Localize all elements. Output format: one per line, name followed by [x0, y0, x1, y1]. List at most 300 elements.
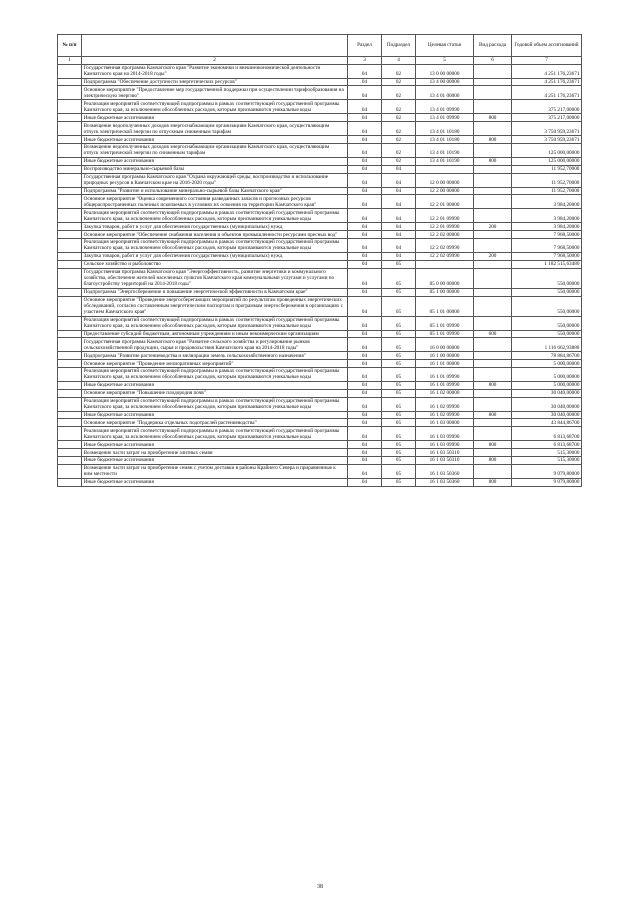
cell-target-article: 05 1 01 00000	[416, 296, 474, 316]
cell-razdel: 04	[348, 239, 382, 253]
cell-no	[58, 381, 82, 389]
cell-name: Основное мероприятие "Повышение плодородия почв"	[82, 389, 348, 397]
cell-no	[58, 239, 82, 253]
cell-annual-amount: 7 968,50000	[512, 231, 582, 239]
cell-annual-amount: 11 952,70000	[512, 165, 582, 173]
cell-expense-type: 800	[474, 157, 512, 165]
table-row	[58, 187, 582, 195]
cell-expense-type	[474, 368, 512, 382]
cell-annual-amount: 550,00000	[512, 330, 582, 338]
cell-name: Иные бюджетные ассигнования	[82, 441, 348, 449]
cell-expense-type	[474, 231, 512, 239]
header-podrazdel: Подраздел	[382, 35, 416, 57]
cell-podrazdel: 02	[382, 157, 416, 165]
cell-target-article: 16 1 03 00000	[416, 419, 474, 427]
cell-name: Возмещение части затрат на приобретение семян с учетом доставки в районы Крайнего Севера и приравненные к ним местности	[82, 464, 348, 478]
cell-podrazdel: 04	[382, 239, 416, 253]
table-row	[58, 100, 582, 114]
cell-podrazdel: 05	[382, 419, 416, 427]
cell-annual-amount: 1 116 662,93880	[512, 338, 582, 352]
column-index: 7	[512, 56, 582, 64]
cell-annual-amount: 1 182 515,63480	[512, 260, 582, 268]
table-row	[58, 441, 582, 449]
cell-no	[58, 143, 82, 157]
cell-razdel: 04	[348, 64, 382, 78]
cell-name: Иные бюджетные ассигнования	[82, 114, 348, 122]
cell-annual-amount: 3 750 959,23671	[512, 136, 582, 144]
cell-podrazdel: 05	[382, 316, 416, 330]
cell-no	[58, 260, 82, 268]
cell-podrazdel: 04	[382, 195, 416, 209]
cell-annual-amount: 5 000,00000	[512, 368, 582, 382]
cell-no	[58, 368, 82, 382]
cell-expense-type: 200	[474, 252, 512, 260]
cell-no	[58, 352, 82, 360]
cell-podrazdel: 02	[382, 143, 416, 157]
budget-table	[57, 34, 582, 487]
cell-target-article: 13 4 01 09990	[416, 100, 474, 114]
cell-podrazdel: 04	[382, 173, 416, 187]
cell-expense-type	[474, 209, 512, 223]
cell-expense-type: 600	[474, 330, 512, 338]
cell-no	[58, 419, 82, 427]
cell-target-article: 16 1 03 50310	[416, 456, 474, 464]
cell-razdel: 04	[348, 478, 382, 486]
cell-expense-type	[474, 288, 512, 296]
table-header	[58, 35, 582, 65]
cell-name: Иные бюджетные ассигнования	[82, 136, 348, 144]
cell-name: Предоставление субсидий бюджетным, автономным учреждениям и иным некоммерческим организациям	[82, 330, 348, 338]
cell-no	[58, 288, 82, 296]
cell-target-article: 05 1 01 09990	[416, 330, 474, 338]
cell-target-article: 16 1 01 00000	[416, 360, 474, 368]
cell-expense-type: 800	[474, 411, 512, 419]
cell-annual-amount: 9 079,80000	[512, 478, 582, 486]
cell-podrazdel: 04	[382, 231, 416, 239]
cell-target-article: 13 4 01 09990	[416, 114, 474, 122]
cell-target-article: 12 2 01 09990	[416, 223, 474, 231]
cell-razdel: 04	[348, 268, 382, 288]
cell-annual-amount: 125 000,00000	[512, 143, 582, 157]
cell-name: Основное мероприятие "Проведение энергосберегающих мероприятий по результатам проведенных энергетических обследований, согласно составленным энергетическим паспортам и программам энергосбережения в организациях с участием Камчатского края"	[82, 296, 348, 316]
cell-target-article: 13 4 01 10180	[416, 122, 474, 136]
cell-name: Реализация мероприятий соответствующей подпрограммы в рамках соответствующей государственной программы Камчатского края, за исключением обособленных расходов, которым присваиваются уникальные коды	[82, 239, 348, 253]
cell-podrazdel: 05	[382, 352, 416, 360]
cell-target-article: 13 4 01 10190	[416, 143, 474, 157]
cell-podrazdel: 05	[382, 296, 416, 316]
cell-podrazdel: 05	[382, 478, 416, 486]
cell-expense-type	[474, 260, 512, 268]
cell-razdel: 04	[348, 209, 382, 223]
cell-name: Сельское хозяйство и рыболовство	[82, 260, 348, 268]
cell-razdel: 04	[348, 360, 382, 368]
cell-razdel: 04	[348, 330, 382, 338]
cell-razdel: 04	[348, 231, 382, 239]
cell-annual-amount: 4 251 176,23671	[512, 64, 582, 78]
cell-name: Иные бюджетные ассигнования	[82, 381, 348, 389]
cell-razdel: 04	[348, 411, 382, 419]
table-row	[58, 288, 582, 296]
cell-name: Воспроизводство минерально-сырьевой базы	[82, 165, 348, 173]
cell-expense-type	[474, 296, 512, 316]
cell-name: Подпрограмма "Обеспечение доступности энергетических ресурсов"	[82, 78, 348, 86]
cell-razdel: 04	[348, 419, 382, 427]
cell-razdel: 04	[348, 136, 382, 144]
cell-name: Основное мероприятие "Проведение мелиоративных мероприятий"	[82, 360, 348, 368]
cell-annual-amount: 550,00000	[512, 268, 582, 288]
cell-podrazdel: 05	[382, 338, 416, 352]
cell-expense-type	[474, 78, 512, 86]
cell-annual-amount: 78 884,86700	[512, 352, 582, 360]
cell-expense-type	[474, 239, 512, 253]
cell-no	[58, 209, 82, 223]
column-index: 3	[348, 56, 382, 64]
table-row	[58, 338, 582, 352]
table-row	[58, 464, 582, 478]
table-row	[58, 165, 582, 173]
cell-expense-type	[474, 268, 512, 288]
cell-expense-type	[474, 100, 512, 114]
cell-name: Иные бюджетные ассигнования	[82, 411, 348, 419]
cell-target-article: 16 1 02 09990	[416, 397, 474, 411]
cell-annual-amount: 515,30000	[512, 449, 582, 457]
cell-razdel: 04	[348, 368, 382, 382]
table-row	[58, 456, 582, 464]
cell-expense-type: 800	[474, 114, 512, 122]
cell-name: Реализация мероприятий соответствующей подпрограммы в рамках соответствующей государственной программы Камчатского края, за исключением обособленных расходов, которым присваиваются уникальные коды	[82, 209, 348, 223]
table-row	[58, 231, 582, 239]
cell-target-article: 13 4 01 10190	[416, 157, 474, 165]
table-body	[58, 64, 582, 486]
cell-podrazdel: 05	[382, 260, 416, 268]
cell-podrazdel: 04	[382, 165, 416, 173]
cell-razdel: 04	[348, 165, 382, 173]
cell-expense-type	[474, 449, 512, 457]
cell-expense-type	[474, 122, 512, 136]
cell-target-article: 16 0 00 00000	[416, 338, 474, 352]
cell-podrazdel: 02	[382, 100, 416, 114]
cell-podrazdel: 02	[382, 136, 416, 144]
table-row	[58, 352, 582, 360]
cell-razdel: 04	[348, 352, 382, 360]
cell-target-article: 12 2 01 00000	[416, 195, 474, 209]
cell-podrazdel: 05	[382, 449, 416, 457]
cell-annual-amount: 550,00000	[512, 296, 582, 316]
table-row	[58, 449, 582, 457]
cell-expense-type: 800	[474, 136, 512, 144]
cell-target-article: 16 1 00 00000	[416, 352, 474, 360]
cell-name: Основное мероприятие "Оценка современного состояния разведанных запасов и прогнозных ресурсов общераспространенных полезных ископаемых в условиях их освоения на территории Камчатского края"	[82, 195, 348, 209]
cell-annual-amount: 30 040,00000	[512, 397, 582, 411]
cell-target-article: 05 1 00 00000	[416, 288, 474, 296]
cell-razdel: 04	[348, 296, 382, 316]
cell-no	[58, 478, 82, 486]
cell-target-article: 05 0 00 00000	[416, 268, 474, 288]
cell-name: Основное мероприятие "Поддержка отдельных подотраслей растениеводства"	[82, 419, 348, 427]
cell-no	[58, 187, 82, 195]
cell-target-article	[416, 260, 474, 268]
table-row	[58, 397, 582, 411]
cell-razdel: 04	[348, 316, 382, 330]
cell-razdel: 04	[348, 338, 382, 352]
cell-no	[58, 114, 82, 122]
cell-no	[58, 456, 82, 464]
cell-razdel: 04	[348, 122, 382, 136]
cell-target-article: 12 2 00 00000	[416, 187, 474, 195]
cell-no	[58, 268, 82, 288]
cell-expense-type	[474, 338, 512, 352]
cell-no	[58, 223, 82, 231]
cell-podrazdel: 05	[382, 381, 416, 389]
header-no: № п/п	[58, 35, 82, 57]
table-row	[58, 64, 582, 78]
cell-no	[58, 252, 82, 260]
cell-annual-amount: 7 968,50000	[512, 239, 582, 253]
table-row	[58, 86, 582, 100]
cell-annual-amount: 11 952,70000	[512, 187, 582, 195]
cell-expense-type	[474, 143, 512, 157]
cell-expense-type	[474, 427, 512, 441]
cell-no	[58, 397, 82, 411]
cell-no	[58, 78, 82, 86]
cell-no	[58, 86, 82, 100]
table-row	[58, 114, 582, 122]
cell-no	[58, 122, 82, 136]
cell-annual-amount: 3 750 959,23671	[512, 122, 582, 136]
cell-target-article: 16 1 01 09990	[416, 368, 474, 382]
cell-expense-type: 800	[474, 381, 512, 389]
cell-annual-amount: 30 040,00000	[512, 411, 582, 419]
table-row	[58, 427, 582, 441]
cell-annual-amount: 515,30000	[512, 456, 582, 464]
cell-no	[58, 449, 82, 457]
cell-annual-amount: 9 079,80000	[512, 464, 582, 478]
cell-podrazdel: 04	[382, 209, 416, 223]
cell-expense-type	[474, 173, 512, 187]
cell-no	[58, 195, 82, 209]
table-row	[58, 78, 582, 86]
header-name	[82, 35, 348, 57]
cell-annual-amount: 3 984,20000	[512, 209, 582, 223]
cell-annual-amount: 375 217,00000	[512, 100, 582, 114]
cell-expense-type: 200	[474, 223, 512, 231]
cell-razdel: 04	[348, 397, 382, 411]
cell-name: Государственная программа Камчатского края "Развитие сельского хозяйства и регулирование рынков сельскохозяйственной продукции, сырья и продовольствия Камчатского края на 2014-2018 годы"	[82, 338, 348, 352]
cell-no	[58, 338, 82, 352]
cell-target-article: 13 4 01 10180	[416, 136, 474, 144]
cell-expense-type	[474, 464, 512, 478]
cell-podrazdel: 02	[382, 78, 416, 86]
cell-expense-type	[474, 195, 512, 209]
cell-podrazdel: 05	[382, 330, 416, 338]
cell-podrazdel: 05	[382, 268, 416, 288]
cell-no	[58, 316, 82, 330]
table-row	[58, 209, 582, 223]
cell-annual-amount: 125 000,00000	[512, 157, 582, 165]
cell-no	[58, 389, 82, 397]
cell-target-article: 16 1 02 00000	[416, 389, 474, 397]
cell-name: Государственная программа Камчатского края "Энергоэффективность, развитие энергетики и коммунального хозяйства, обеспечение жителей населенных пунктов Камчатского края коммунальными услугами и услугами по благоустройству территорий на 2014-2018 годы"	[82, 268, 348, 288]
cell-name: Основное мероприятие "Обеспечение снабжения населения и объектов промышленности ресурсами пресных вод"	[82, 231, 348, 239]
cell-annual-amount: 7 968,50000	[512, 252, 582, 260]
table-row	[58, 136, 582, 144]
cell-name: Возмещение части затрат на приобретение элитных семян	[82, 449, 348, 457]
header-razdel: Раздел	[348, 35, 382, 57]
cell-no	[58, 330, 82, 338]
table-row	[58, 122, 582, 136]
cell-annual-amount: 4 251 176,23671	[512, 78, 582, 86]
header-annual-amount: Годовой объем ассигнований	[512, 35, 582, 57]
cell-razdel: 04	[348, 100, 382, 114]
cell-target-article: 05 1 01 09990	[416, 316, 474, 330]
cell-expense-type	[474, 316, 512, 330]
table-row	[58, 252, 582, 260]
cell-podrazdel: 05	[382, 389, 416, 397]
cell-no	[58, 360, 82, 368]
cell-name: Иные бюджетные ассигнования	[82, 157, 348, 165]
cell-expense-type	[474, 397, 512, 411]
cell-expense-type	[474, 352, 512, 360]
cell-name: Реализация мероприятий соответствующей подпрограммы в рамках соответствующей государственной программы Камчатского края, за исключением обособленных расходов, которым присваиваются уникальные коды	[82, 368, 348, 382]
table-row	[58, 239, 582, 253]
cell-podrazdel: 02	[382, 122, 416, 136]
cell-razdel: 04	[348, 78, 382, 86]
cell-expense-type	[474, 360, 512, 368]
cell-expense-type	[474, 389, 512, 397]
cell-razdel: 04	[348, 381, 382, 389]
page-number: 38	[317, 884, 323, 890]
cell-no	[58, 64, 82, 78]
cell-annual-amount: 6 813,68700	[512, 441, 582, 449]
cell-annual-amount: 6 813,68700	[512, 427, 582, 441]
column-index: 1	[58, 56, 82, 64]
cell-annual-amount: 5 000,00000	[512, 360, 582, 368]
cell-podrazdel: 04	[382, 252, 416, 260]
cell-target-article: 13 0 00 00000	[416, 64, 474, 78]
column-index: 6	[474, 56, 512, 64]
cell-razdel: 04	[348, 114, 382, 122]
cell-expense-type	[474, 86, 512, 100]
cell-razdel: 04	[348, 456, 382, 464]
header-target-article: Целевая статья	[416, 35, 474, 57]
cell-podrazdel: 02	[382, 86, 416, 100]
cell-podrazdel: 04	[382, 187, 416, 195]
cell-podrazdel: 05	[382, 427, 416, 441]
cell-target-article: 16 1 02 09990	[416, 411, 474, 419]
cell-no	[58, 427, 82, 441]
cell-podrazdel: 05	[382, 441, 416, 449]
cell-name: Подпрограмма "Энергосбережение и повышение энергетической эффективности в Камчатском крае"	[82, 288, 348, 296]
cell-razdel: 04	[348, 173, 382, 187]
cell-razdel: 04	[348, 223, 382, 231]
cell-name: Возмещение недополученных доходов энергоснабжающим организациям Камчатского края, осуществляющим отпуск электрической энергии по отпускным сниженным тарифам	[82, 122, 348, 136]
cell-annual-amount: 3 984,20000	[512, 223, 582, 231]
cell-annual-amount: 4 251 176,23671	[512, 86, 582, 100]
cell-target-article: 16 1 01 09990	[416, 381, 474, 389]
cell-name: Государственная программа Камчатского края "Охрана окружающей среды, воспроизводство и использование природных ресурсов в Камчатском крае на 2016-2020 годы"	[82, 173, 348, 187]
table-row	[58, 143, 582, 157]
table-row	[58, 381, 582, 389]
cell-target-article: 12 2 02 00000	[416, 231, 474, 239]
cell-target-article: 12 2 01 09990	[416, 209, 474, 223]
cell-name: Реализация мероприятий соответствующей подпрограммы в рамках соответствующей государственной программы Камчатского края, за исключением обособленных расходов, которым присваиваются уникальные коды	[82, 100, 348, 114]
cell-target-article: 16 1 03 09990	[416, 427, 474, 441]
cell-annual-amount: 30 040,00000	[512, 389, 582, 397]
table-row	[58, 330, 582, 338]
table-row	[58, 268, 582, 288]
column-index: 5	[416, 56, 474, 64]
cell-razdel: 04	[348, 464, 382, 478]
table-row	[58, 368, 582, 382]
cell-no	[58, 173, 82, 187]
cell-razdel: 04	[348, 187, 382, 195]
table-row	[58, 478, 582, 486]
cell-target-article: 16 1 03 50360	[416, 478, 474, 486]
cell-annual-amount: 375 217,00000	[512, 114, 582, 122]
column-index: 4	[382, 56, 416, 64]
cell-razdel: 04	[348, 441, 382, 449]
cell-target-article: 16 1 03 50360	[416, 464, 474, 478]
cell-annual-amount: 550,00000	[512, 316, 582, 330]
cell-annual-amount: 5 000,00000	[512, 381, 582, 389]
cell-razdel: 04	[348, 389, 382, 397]
cell-no	[58, 464, 82, 478]
cell-expense-type	[474, 64, 512, 78]
table-row	[58, 173, 582, 187]
cell-podrazdel: 05	[382, 368, 416, 382]
table-row	[58, 260, 582, 268]
cell-podrazdel: 05	[382, 360, 416, 368]
cell-expense-type	[474, 419, 512, 427]
cell-annual-amount: 3 984,20000	[512, 195, 582, 209]
cell-target-article: 12 0 00 00000	[416, 173, 474, 187]
cell-name: Закупка товаров, работ и услуг для обеспечения государственных (муниципальных) нужд	[82, 223, 348, 231]
cell-target-article: 13 4 00 00000	[416, 78, 474, 86]
cell-no	[58, 441, 82, 449]
cell-razdel: 04	[348, 260, 382, 268]
cell-target-article: 12 2 02 09990	[416, 252, 474, 260]
cell-razdel: 04	[348, 157, 382, 165]
cell-expense-type	[474, 187, 512, 195]
cell-annual-amount: 43 844,86700	[512, 419, 582, 427]
table-row	[58, 223, 582, 231]
table-row	[58, 195, 582, 209]
cell-podrazdel: 05	[382, 397, 416, 411]
cell-podrazdel: 02	[382, 114, 416, 122]
cell-target-article: 16 1 03 09990	[416, 441, 474, 449]
cell-target-article	[416, 165, 474, 173]
cell-name: Основное мероприятие "Предоставление мер государственной поддержки при осуществлении тарифообразования на электрическую энергию"	[82, 86, 348, 100]
cell-no	[58, 411, 82, 419]
cell-name: Подпрограмма "Развитие растениеводства и мелиорации земель сельскохозяйственного назначения"	[82, 352, 348, 360]
cell-razdel: 04	[348, 143, 382, 157]
cell-razdel: 04	[348, 449, 382, 457]
cell-podrazdel: 05	[382, 411, 416, 419]
cell-annual-amount: 550,00000	[512, 288, 582, 296]
cell-name: Реализация мероприятий соответствующей подпрограммы в рамках соответствующей государственной программы Камчатского края, за исключением обособленных расходов, которым присваиваются уникальные коды	[82, 316, 348, 330]
cell-name: Иные бюджетные ассигнования	[82, 478, 348, 486]
cell-podrazdel: 05	[382, 456, 416, 464]
cell-razdel: 04	[348, 427, 382, 441]
cell-name: Подпрограмма "Развитие и использование минерально-сырьевой базы Камчатского края"	[82, 187, 348, 195]
cell-razdel: 04	[348, 252, 382, 260]
cell-podrazdel: 04	[382, 223, 416, 231]
table-row	[58, 316, 582, 330]
cell-no	[58, 231, 82, 239]
cell-no	[58, 100, 82, 114]
cell-razdel: 04	[348, 195, 382, 209]
cell-no	[58, 296, 82, 316]
